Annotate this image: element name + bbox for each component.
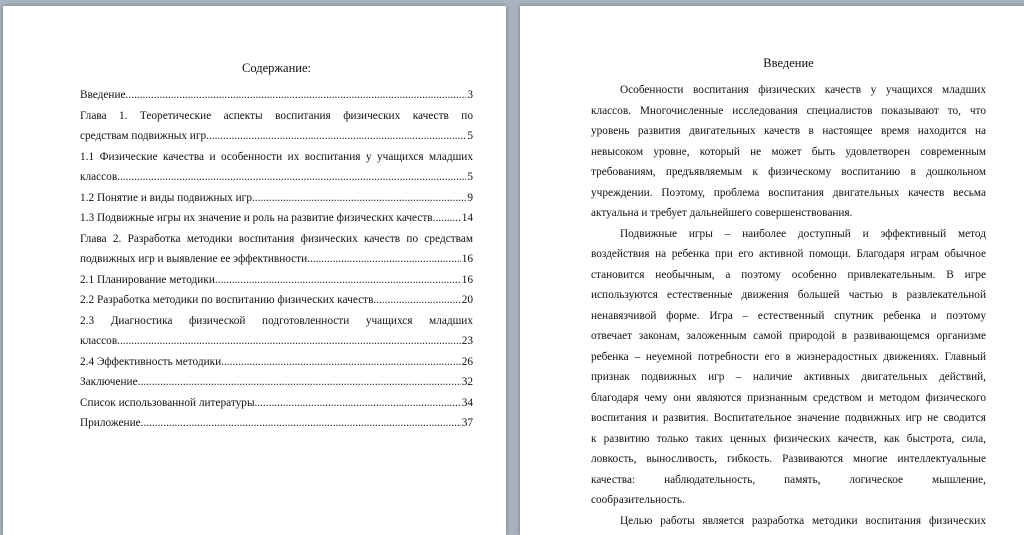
toc-entry-last-line [80, 85, 473, 106]
toc-entry-line: Глава 2. Разработка методики воспитания физических качеств по средствам [80, 232, 473, 245]
introduction-title: Введение [763, 56, 814, 70]
toc-entry-text: 2.2 Разработка методики по воспитанию физических качеств [80, 294, 374, 306]
toc-entry [80, 229, 473, 270]
toc-leader-dots [117, 167, 466, 188]
paragraph-line: ненавязчивой форме. Игра – естественный спутник ребенка и поэтому [591, 309, 986, 322]
paragraph-line: ловкость, выносливость, гибкость. Развиваются многие интеллектуальные [591, 453, 986, 465]
toc-entry [80, 270, 473, 291]
toc-entry-text: подвижных игр и выявление ее эффективности [80, 253, 308, 265]
paragraph-line: становится необычным, а поэтому особенно привлекательным. В игре [591, 268, 986, 281]
paragraph-line: воздействия на ребенка при его активной помощи. Благодаря играм обычное [591, 248, 986, 260]
toc-entry-line: 2.3 Диагностика физической подготовленности учащихся младших [80, 314, 473, 327]
toc-entry-text: 2.1 Планирование методики [80, 273, 215, 286]
paragraph-line: признак подвижных игр – наличие активных двигательных действий, [591, 371, 986, 383]
toc-entry-last-line [80, 413, 473, 434]
toc-entry [80, 188, 473, 209]
toc-leader-dots [307, 249, 461, 270]
toc-entry [80, 290, 473, 311]
toc-entry-text: средствам подвижных игр [80, 130, 207, 142]
toc-leader-dots [221, 352, 461, 373]
toc-leader-dots [117, 331, 461, 352]
paragraph-line [591, 531, 986, 535]
paragraph-line: актуальна и требует дальнейшего совершенствования. [591, 207, 853, 219]
toc-entry-text: 2.4 Эффективность методики [80, 355, 222, 368]
toc-page-number: 14 [461, 212, 473, 224]
paragraph-line: требованиям, предъявляемым к физическому воспитанию в дошкольном [591, 166, 986, 178]
toc-title: Содержание: [242, 61, 311, 75]
toc-page-number: 20 [461, 294, 473, 306]
toc-leader-dots [138, 372, 461, 393]
introduction-paragraph [591, 80, 986, 224]
toc-page-number: 16 [461, 253, 473, 265]
paragraph-line: сообразительность. [591, 494, 685, 506]
toc-page-number: 5 [467, 130, 473, 142]
table-of-contents [80, 85, 473, 434]
toc-entry [80, 85, 473, 106]
paragraph-line: к развитию только таких ценных физических качеств, как быстрота, сила, [591, 432, 986, 445]
toc-entry [80, 311, 473, 352]
paragraph-line: ребенка – неуемной потребности его в жизнерадостных движениях. Главный [591, 350, 986, 363]
toc-entry [80, 147, 473, 188]
toc-page-number: 32 [461, 376, 473, 388]
toc-entry-last-line [80, 249, 473, 270]
paragraph-line: благодаря чему они являются признанным средством и методом физического [591, 391, 986, 404]
toc-entry-last-line [80, 290, 473, 311]
toc-page-number: 16 [461, 273, 473, 286]
toc-entry-text: Список использованной литературы [80, 396, 255, 409]
toc-entry-last-line [80, 126, 473, 147]
toc-leader-dots [126, 85, 467, 106]
toc-leader-dots [215, 270, 461, 291]
toc-entry-text: 1.3 Подвижные игры их значение и роль на развитие физических качеств [80, 212, 433, 224]
paragraph-line: отвечает законам, заложенным самой природой в развивающемся организме [591, 330, 986, 342]
toc-entry [80, 106, 473, 147]
toc-leader-dots [252, 188, 466, 209]
toc-leader-dots [255, 393, 461, 414]
toc-entry-text: Приложение [80, 417, 141, 429]
toc-leader-dots [206, 126, 466, 147]
toc-leader-dots [141, 413, 461, 434]
paragraph-line: используются естественные движения большей частью в развлекательной [591, 289, 986, 301]
toc-entry-last-line [80, 188, 473, 209]
toc-entry [80, 372, 473, 393]
introduction-paragraph [591, 224, 986, 511]
toc-page-number: 23 [461, 335, 473, 347]
paragraph-line: Подвижные игры – наиболее доступный и эффективный метод [620, 227, 986, 240]
toc-entry-line: Глава 1. Теоретические аспекты воспитания физических качеств по [80, 109, 473, 122]
toc-page-number: 34 [461, 396, 473, 409]
toc-page-number: 3 [467, 89, 473, 101]
toc-entry-last-line [80, 331, 473, 352]
toc-entry-last-line [80, 372, 473, 393]
toc-entry-text: 1.2 Понятие и виды подвижных игр [80, 191, 252, 204]
toc-entry-last-line [80, 167, 473, 188]
toc-page-number: 37 [461, 417, 473, 429]
toc-entry-text: Заключение [80, 376, 138, 388]
toc-entry [80, 393, 473, 414]
introduction-page [520, 6, 1024, 535]
paragraph-line: Целью работы является разработка методики воспитания физических [620, 514, 986, 527]
toc-entry [80, 352, 473, 373]
toc-page-number: 26 [461, 355, 473, 368]
toc-entry-last-line [80, 393, 473, 414]
toc-leader-dots [433, 208, 461, 229]
toc-page [3, 6, 506, 535]
toc-leader-dots [373, 290, 460, 311]
toc-page-number: 5 [467, 171, 473, 183]
introduction-body [591, 80, 986, 535]
toc-entry [80, 208, 473, 229]
toc-entry-text: Введение [80, 89, 126, 101]
toc-entry-last-line [80, 208, 473, 229]
toc-entry-text: классов [80, 335, 118, 347]
toc-entry-last-line [80, 270, 473, 291]
paragraph-line: уровень развития двигательных качеств в настоящее время находится на [591, 125, 986, 137]
paragraph-line: невысоком уровне, который не может быть удовлетворен современным [591, 145, 986, 158]
toc-entry-last-line [80, 352, 473, 373]
toc-page-number: 9 [467, 191, 473, 204]
paragraph-line: воспитания и развития. Воспитательное значение подвижных игр не сводится [591, 412, 986, 424]
paragraph-line: Особенности воспитания физических качеств у учащихся младших [620, 84, 986, 96]
toc-entry-line: 1.1 Физические качества и особенности их воспитания у учащихся младших [80, 150, 473, 163]
paragraph-line: учреждении. Поэтому, проблема воспитания двигательных качеств весьма [591, 186, 986, 199]
toc-entry-text: классов [80, 171, 118, 183]
paragraph-line: классов. Многочисленные исследования специалистов показывают то, что [591, 104, 986, 117]
introduction-paragraph [591, 511, 986, 535]
paragraph-line: качества: наблюдательность, память, логическое мышление, [591, 473, 986, 486]
toc-entry [80, 413, 473, 434]
